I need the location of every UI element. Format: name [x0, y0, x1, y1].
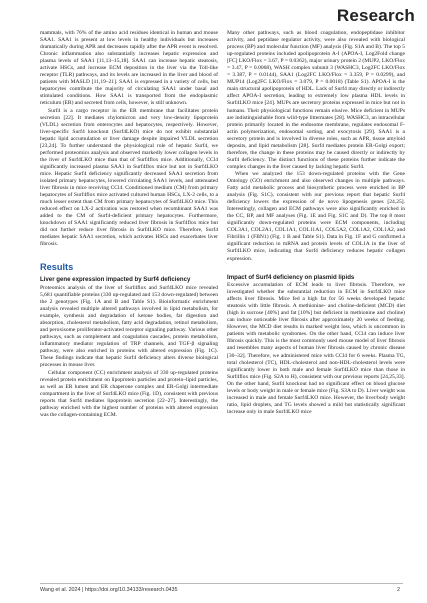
- left-column: [40, 30, 218, 419]
- right-column: [227, 30, 405, 416]
- paragraph: Cellular component (CC) enrichment analysis of 330 up-regulated proteins revealed protein enrichment on lipoprotein particles and protein–lipid particles, as well as ER lumen and ER chaperone complex and ER-Golgi intermediate compartment in the liver of Surf4LKO mice (Fig. 1D), consistent with previous reports that Surf4 mediates lipoprotein secretion [22–27]. Interestingly, the pathway enriched with the highest number of proteins with altered expression was the collagen-containing ECM.: [40, 369, 218, 418]
- results-heading: Results: [40, 262, 74, 273]
- subheading-liver-gene-expression: Liver gene expression impacted by Surf4 deficiency: [40, 276, 191, 284]
- footer-rule: [40, 583, 403, 584]
- right-top-text: [227, 30, 405, 263]
- paragraph: mammals, with 76% of the amino acid residues identical in human and mouse SAA1. SAA1 is present at low levels in healthy individuals but increases dramatically during APR and decreases rapidly after the APR event is resolved. Chronic inflammation also substantially increases hepatic expression and plasma levels of SAA1 [11,13–15,18]. SAA1 can increase hepatic steatosis, activate HSCs, and increase ECM deposition in the liver via the Toll-like receptor (TLR) pathways, and its levels are increased in the liver and blood of patients with MASLD [11,19–21]. SAA1 is expressed in a variety of cells, but hepatocytes contribute the majority of circulating SAA1 under basal and stimulated conditions. How SAA1 is transported from the endoplasmic reticulum (ER) and secreted from cells, however, is still unknown.: [40, 30, 218, 107]
- left-bottom-text: [40, 285, 218, 419]
- subheading-plasma-lipids: Impact of Surf4 deficiency on plasmid lipids: [227, 273, 355, 281]
- page-number: 2: [397, 587, 400, 593]
- section-label: Research: [336, 6, 415, 25]
- paragraph: Excessive accumulation of ECM leads to liver fibrosis. Therefore, we investigated whether the substantial reduction in ECM in Surf4LKO mice affects liver fibrosis. Mice fed a high fat for 56 weeks developed hepatic steatosis with little fibrosis. A methionine- and choline-deficient (MCD) diet (high in sucrose [40%] and fat [10%] but deficient in methionine and choline) can induce noticeable liver fibrosis after approximately 20 weeks of feeding. However, the MCD diet results in marked weight loss, which is uncommon in patients with metabolic syndromes. On the other hand, CCl4 can induce liver fibrosis quickly. This is the most commonly used mouse model of liver fibrosis and resembles many aspects of human liver fibrosis caused by chronic disease [30–32]. Therefore, we administered mice with CCl4 for 6 weeks. Plasma TG, total cholesterol (TC), HDL-cholesterol and non-HDL-cholesterol levels were significantly lower in both male and female Surf4LKO mice than those in Surf4flox mice (Fig. S2A to H), consistent with our previous reports [24,25,33]. On the other hand, Surf4 knockout had no significant effect on blood glucose levels or body weight in male or female mice (Fig. S3A to D). Liver weight was increased in male and female Surf4LKO mice. However, the liver/body weight ratio, lipid droplets, and TG levels showed a mild but statistically significant increase only in male Surf4LKO mice: [227, 282, 405, 415]
- paragraph: Surf4 is a cargo receptor in the ER membrane that facilitates protein secretion [22]. It mediates chylomicron and very low-density lipoprotein (VLDL) secretion from enterocytes and hepatocytes, respectively. However, liver-specific Surf4 knockout (Surf4LKO) mice do not exhibit substantial hepatic lipid accumulation or liver damage despite impaired VLDL secretion [23,24]. To further understand the physiological role of hepatic Surf4, we performed proteomics analysis and observed markedly lower collagen levels in the liver of Surf4LKO mice than that of Surf4flox mice. Additionally, CCl4 significantly increased plasma SAA1 in Surf4flox mice but not in Surf4LKO mice. Hepatic Surf4 deficiency significantly decreased SAA1 secretion from isolated primary hepatocytes, lowered circulating SAA1 levels, and attenuated liver fibrosis in mice receiving CCl4. Conditioned medium (CM) from primary hepatocytes of Surf4flox mice activated cultured human HSCs, LX-2 cells, to a much lesser extent than CM from primary hepatocytes of Surf4LKO mice. This reduced effect on LX-2 activation was restored when recombinant SAA1 was added to the CM of Surf4-deficient primary hepatocytes. Furthermore, knockdown of SAA1 significantly reduced liver fibrosis in Surf4flox mice but did not further reduce liver fibrosis in Surf4LKO mice. Therefore, Surf4 mediates hepatic SAA1 secretion, which activates HSCs and exacerbates liver fibrosis.: [40, 107, 218, 248]
- footer: [40, 587, 400, 593]
- footer-citation: Wang et al. 2024 | https://doi.org/10.34133/research.0435: [40, 587, 178, 593]
- left-top-text: [40, 30, 218, 248]
- right-bottom-text: [227, 282, 405, 416]
- paragraph: Proteomics analysis of the liver of Surf4flox and Surf4LKO mice revealed 5,681 quantifiable proteins (330 up-regulated and 153 down-regulated) between the 2 genotypes (Fig. 1A and B and Table S1). Bioinformatic enrichment analysis revealed multiple altered pathways involved in lipid metabolism, for example, synthesis and degradation of ketone bodies, fat digestion and absorption, cholesterol metabolism, fatty acid degradation, retinol metabolism, and peroxisome proliferator-activated receptor signaling pathway. Various other pathways, such as complement and coagulation cascades, protein metabolism, inflammatory mediator regulation of TRP channels, and TGF-β signaling pathway, were also enriched in proteins with altered expression (Fig. 1C). These findings indicate that hepatic Surf4 deficiency alters diverse biological processes in mouse liver.: [40, 284, 218, 369]
- paragraph: Many other pathways, such as blood coagulation, endopeptidase inhibitor activity, and peptidase regulator activity, were also revealed with biological process (BP) and molecular function (MF) analysis (Fig. S1A and B). The top 5 up-regulated proteins included apolipoprotein A-I (APOA-I, Log2Fold change [FC] LKO/Flox = 3.67, P = 0.0362), major urinary protein 2 (MUP2, LKO/Flox = 3.47, P = 0.0068), WASH complex subunit 3 (WASHC3, Log2FC LKO/Flox = 3.387, P = 0.0144), SAA1 (Log2FC LKO/Flox = 3.359, P = 0.0299), and MUP14 (Log2FC LKO/Flox = 3.079, P = 0.0018) (Table S1). APOA-I is the main structural apolipoprotein of HDL. Lack of Surf4 may directly or indirectly affect APOA-I secretion, leading to extremely low plasma HDL levels in Surf4LKO mice [24]. MUPs are secretory proteins expressed in mice but not in humans. Their physiological functions remain elusive. Mice deficient in MUPs are indistinguishable from wild-type littermates [28]. WASHC3, an intracellular protein primarily located in the endosome membrane, regulates endosomal F-actin polymerization, endosomal sorting, and exocytosis [29]. SAA1 is a secretory protein and is involved in diverse roles, such as APR, tissue amyloid deposits, and lipid metabolism [28]. Surf4 mediates protein ER-Golgi export; therefore, the change in these proteins may be caused directly or indirectly by Surf4 deficiency. The distinct functions of these proteins further indicate the complex changes in the liver caused by lacking hepatic Surf4.: [227, 30, 405, 170]
- paragraph: When we analyzed the 153 down-regulated proteins with the Gene Ontology (GO) enrichment and also observed changes in multiple pathways. Fatty acid metabolic process and biosynthetic process were enriched in BP analysis (Fig. S1C), consistent with our previous report that hepatic Surf4 deficiency lowers the expression of de novo lipogenesis genes [24,25]. Interestingly, collagen and ECM pathways were also significantly enriched in the CC, BP, and MF analyses (Fig. 1E and Fig. S1C and D). The top 8 most significantly down-regulated proteins were ECM components, including COL3A1, COL2A1, COL1A1, COL11A1, COL5A2, COL1A2, COL1A2, and Fibrillin 1 (FBN1) (Fig. 1 B and Table S1). Data in Fig. 1F and G confirmed a significant reduction in mRNA and protein levels of COL1A in the liver of Surf4LKO mice, indicating that Surf4 deficiency reduces hepatic collagen expression.: [227, 170, 405, 262]
